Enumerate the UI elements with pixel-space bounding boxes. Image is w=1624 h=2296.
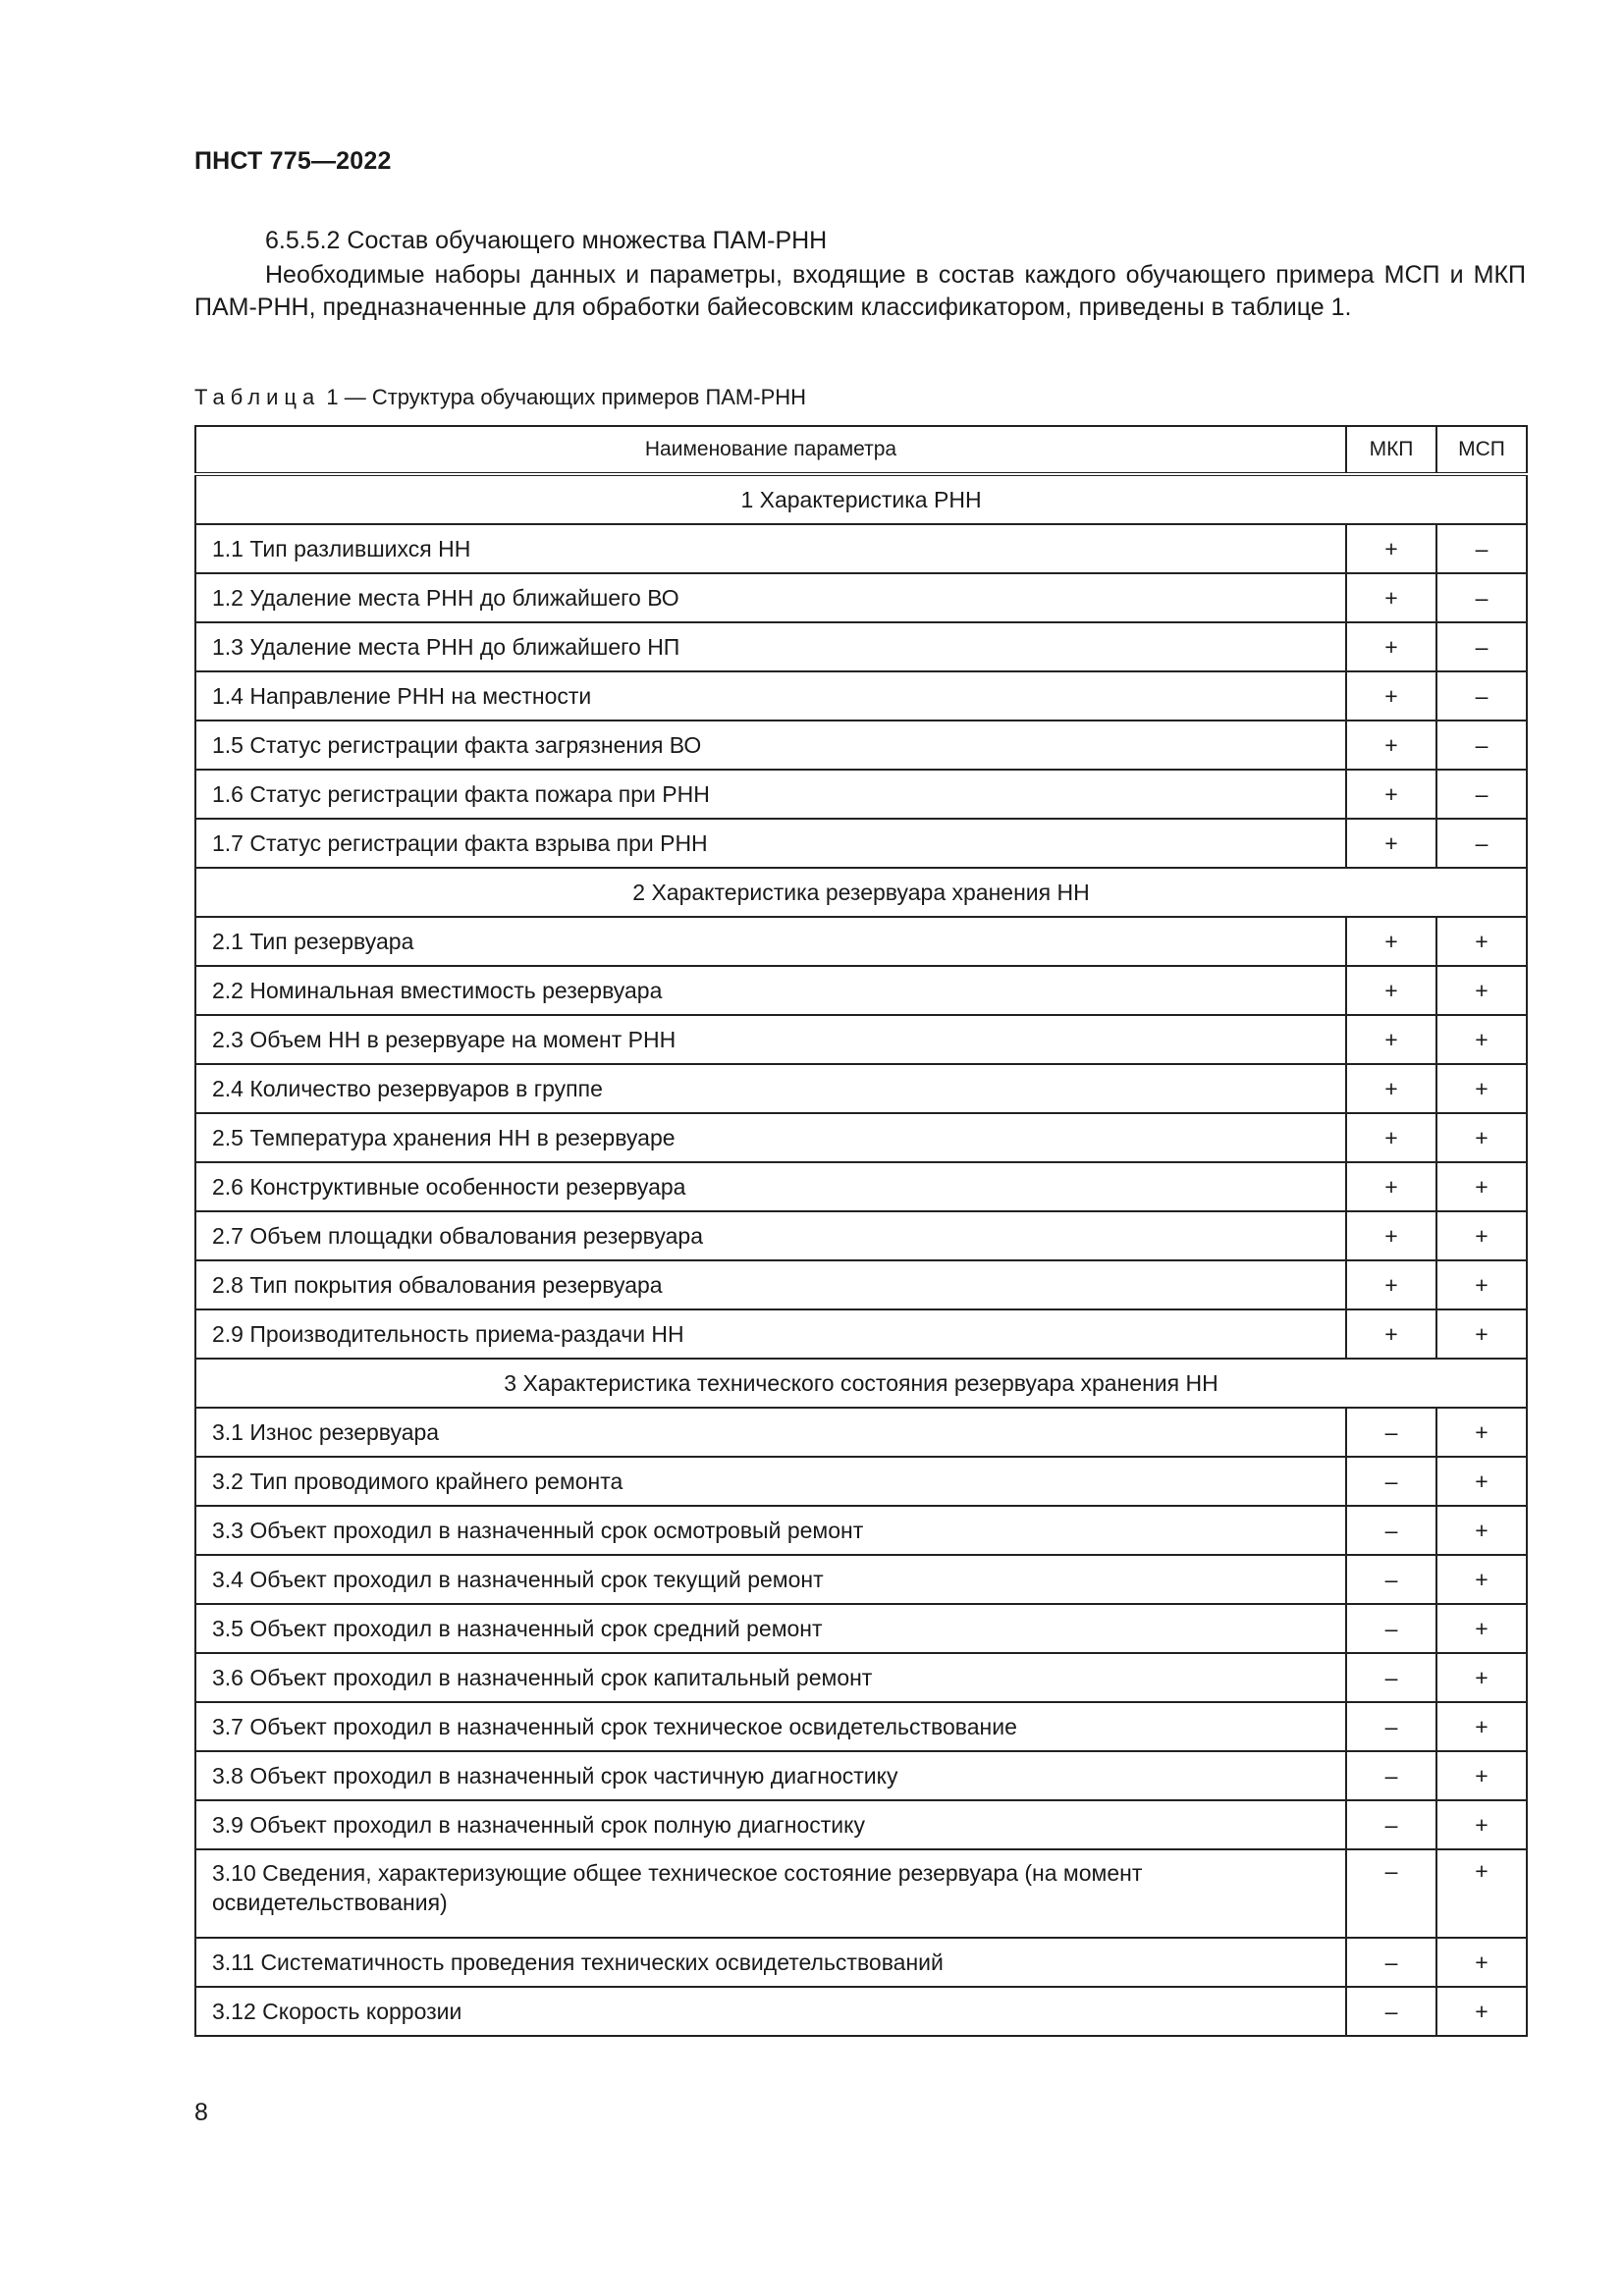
parameter-name: 2.4 Количество резервуаров в группе bbox=[195, 1064, 1346, 1113]
mkp-mark: + bbox=[1346, 1064, 1436, 1113]
parameter-name: 3.12 Скорость коррозии bbox=[195, 1987, 1346, 2036]
parameter-name: 1.2 Удаление места РНН до ближайшего ВО bbox=[195, 573, 1346, 622]
msp-mark: + bbox=[1436, 1987, 1527, 2036]
table-row bbox=[195, 1938, 1527, 1987]
msp-mark: + bbox=[1436, 1309, 1527, 1359]
table-row bbox=[195, 819, 1527, 868]
parameter-name: 3.8 Объект проходил в назначенный срок частичную диагностику bbox=[195, 1751, 1346, 1800]
mkp-mark: + bbox=[1346, 721, 1436, 770]
table-row bbox=[195, 1064, 1527, 1113]
mkp-mark: + bbox=[1346, 1113, 1436, 1162]
table-row bbox=[195, 1604, 1527, 1653]
mkp-mark: + bbox=[1346, 1162, 1436, 1211]
table-row bbox=[195, 1015, 1527, 1064]
table-row bbox=[195, 1653, 1527, 1702]
table-row bbox=[195, 622, 1527, 671]
mkp-mark: – bbox=[1346, 1604, 1436, 1653]
parameter-name: 2.7 Объем площадки обвалования резервуара bbox=[195, 1211, 1346, 1260]
msp-mark: – bbox=[1436, 524, 1527, 573]
table-row bbox=[195, 1113, 1527, 1162]
parameter-name: 1.6 Статус регистрации факта пожара при РНН bbox=[195, 770, 1346, 819]
parameter-name: 3.11 Систематичность проведения технических освидетельствований bbox=[195, 1938, 1346, 1987]
mkp-mark: – bbox=[1346, 1751, 1436, 1800]
mkp-mark: – bbox=[1346, 1457, 1436, 1506]
mkp-mark: + bbox=[1346, 966, 1436, 1015]
table-row bbox=[195, 1849, 1527, 1938]
msp-mark: + bbox=[1436, 1408, 1527, 1457]
table-caption bbox=[194, 385, 806, 410]
mkp-mark: – bbox=[1346, 1408, 1436, 1457]
mkp-mark: – bbox=[1346, 1938, 1436, 1987]
column-header-name: Наименование параметра bbox=[195, 426, 1346, 474]
table-row bbox=[195, 671, 1527, 721]
parameter-name: 1.4 Направление РНН на местности bbox=[195, 671, 1346, 721]
parameter-name: 1.5 Статус регистрации факта загрязнения ВО bbox=[195, 721, 1346, 770]
parameters-table bbox=[194, 425, 1528, 2037]
table-group-row bbox=[195, 474, 1527, 524]
table-row bbox=[195, 1457, 1527, 1506]
mkp-mark: – bbox=[1346, 1800, 1436, 1849]
mkp-mark: + bbox=[1346, 524, 1436, 573]
mkp-mark: – bbox=[1346, 1849, 1436, 1938]
msp-mark: – bbox=[1436, 573, 1527, 622]
mkp-mark: – bbox=[1346, 1987, 1436, 2036]
msp-mark: + bbox=[1436, 1015, 1527, 1064]
parameter-name: 2.2 Номинальная вместимость резервуара bbox=[195, 966, 1346, 1015]
mkp-mark: + bbox=[1346, 1309, 1436, 1359]
msp-mark: – bbox=[1436, 671, 1527, 721]
table-row bbox=[195, 1751, 1527, 1800]
parameter-name: 3.1 Износ резервуара bbox=[195, 1408, 1346, 1457]
table-body bbox=[195, 474, 1527, 2036]
group-title: 3 Характеристика технического состояния резервуара хранения НН bbox=[195, 1359, 1527, 1408]
parameter-name: 1.7 Статус регистрации факта взрыва при РНН bbox=[195, 819, 1346, 868]
table-row bbox=[195, 1408, 1527, 1457]
msp-mark: – bbox=[1436, 819, 1527, 868]
mkp-mark: – bbox=[1346, 1702, 1436, 1751]
parameter-name: 2.9 Производительность приема-раздачи НН bbox=[195, 1309, 1346, 1359]
mkp-mark: – bbox=[1346, 1555, 1436, 1604]
mkp-mark: + bbox=[1346, 1015, 1436, 1064]
column-header-msp: МСП bbox=[1436, 426, 1527, 474]
table-row bbox=[195, 1800, 1527, 1849]
table-row bbox=[195, 1309, 1527, 1359]
table-row bbox=[195, 770, 1527, 819]
parameter-name: 2.3 Объем НН в резервуаре на момент РНН bbox=[195, 1015, 1346, 1064]
mkp-mark: + bbox=[1346, 917, 1436, 966]
parameter-name: 2.6 Конструктивные особенности резервуара bbox=[195, 1162, 1346, 1211]
msp-mark: + bbox=[1436, 1604, 1527, 1653]
group-title: 1 Характеристика РНН bbox=[195, 474, 1527, 524]
page-number: 8 bbox=[194, 2099, 208, 2126]
table-row bbox=[195, 1555, 1527, 1604]
msp-mark: + bbox=[1436, 1113, 1527, 1162]
parameter-name: 3.6 Объект проходил в назначенный срок капитальный ремонт bbox=[195, 1653, 1346, 1702]
msp-mark: – bbox=[1436, 622, 1527, 671]
table-row bbox=[195, 917, 1527, 966]
msp-mark: + bbox=[1436, 1849, 1527, 1938]
parameter-name: 3.4 Объект проходил в назначенный срок текущий ремонт bbox=[195, 1555, 1346, 1604]
table-row bbox=[195, 1260, 1527, 1309]
mkp-mark: – bbox=[1346, 1653, 1436, 1702]
parameter-name: 2.1 Тип резервуара bbox=[195, 917, 1346, 966]
msp-mark: + bbox=[1436, 1938, 1527, 1987]
parameter-name: 3.5 Объект проходил в назначенный срок средний ремонт bbox=[195, 1604, 1346, 1653]
mkp-mark: + bbox=[1346, 671, 1436, 721]
table-row bbox=[195, 721, 1527, 770]
parameter-name: 1.3 Удаление места РНН до ближайшего НП bbox=[195, 622, 1346, 671]
mkp-mark: + bbox=[1346, 1211, 1436, 1260]
msp-mark: + bbox=[1436, 1800, 1527, 1849]
table-row bbox=[195, 1211, 1527, 1260]
parameter-name: 3.2 Тип проводимого крайнего ремонта bbox=[195, 1457, 1346, 1506]
column-header-mkp: МКП bbox=[1346, 426, 1436, 474]
table-row bbox=[195, 966, 1527, 1015]
mkp-mark: – bbox=[1346, 1506, 1436, 1555]
mkp-mark: + bbox=[1346, 819, 1436, 868]
section-heading: 6.5.5.2 Состав обучающего множества ПАМ-РНН bbox=[265, 227, 828, 254]
standard-id-header: ПНСТ 775—2022 bbox=[194, 147, 392, 175]
table-row bbox=[195, 1702, 1527, 1751]
mkp-mark: + bbox=[1346, 622, 1436, 671]
table-row bbox=[195, 1987, 1527, 2036]
body-paragraph: Необходимые наборы данных и параметры, входящие в состав каждого обучающего примера МСП и МКП ПАМ-РНН, предназначенные для обработки байесовским классификатором, приведены в таблице 1. bbox=[194, 261, 1526, 321]
parameter-name: 1.1 Тип разлившихся НН bbox=[195, 524, 1346, 573]
table-caption-title: 1 — Структура обучающих примеров ПАМ-РНН bbox=[320, 385, 807, 409]
table-group-row bbox=[195, 868, 1527, 917]
table-row bbox=[195, 573, 1527, 622]
table-header-row bbox=[195, 426, 1527, 474]
msp-mark: + bbox=[1436, 1751, 1527, 1800]
parameter-name: 3.7 Объект проходил в назначенный срок техническое освидетельствование bbox=[195, 1702, 1346, 1751]
table-caption-word: Таблица bbox=[194, 385, 321, 409]
parameter-name: 2.8 Тип покрытия обвалования резервуара bbox=[195, 1260, 1346, 1309]
msp-mark: + bbox=[1436, 1702, 1527, 1751]
mkp-mark: + bbox=[1346, 573, 1436, 622]
msp-mark: + bbox=[1436, 917, 1527, 966]
msp-mark: + bbox=[1436, 1162, 1527, 1211]
mkp-mark: + bbox=[1346, 1260, 1436, 1309]
msp-mark: + bbox=[1436, 1653, 1527, 1702]
group-title: 2 Характеристика резервуара хранения НН bbox=[195, 868, 1527, 917]
msp-mark: + bbox=[1436, 1260, 1527, 1309]
msp-mark: + bbox=[1436, 966, 1527, 1015]
table-row bbox=[195, 524, 1527, 573]
parameter-name: 2.5 Температура хранения НН в резервуаре bbox=[195, 1113, 1346, 1162]
table-group-row bbox=[195, 1359, 1527, 1408]
msp-mark: + bbox=[1436, 1457, 1527, 1506]
parameter-name: 3.9 Объект проходил в назначенный срок полную диагностику bbox=[195, 1800, 1346, 1849]
msp-mark: + bbox=[1436, 1211, 1527, 1260]
parameter-name: 3.3 Объект проходил в назначенный срок осмотровый ремонт bbox=[195, 1506, 1346, 1555]
msp-mark: – bbox=[1436, 721, 1527, 770]
msp-mark: + bbox=[1436, 1064, 1527, 1113]
table-row bbox=[195, 1162, 1527, 1211]
table-row bbox=[195, 1506, 1527, 1555]
msp-mark: + bbox=[1436, 1555, 1527, 1604]
parameter-name: 3.10 Сведения, характеризующие общее техническое состояние резервуара (на момент освидетельствования) bbox=[195, 1849, 1346, 1938]
msp-mark: – bbox=[1436, 770, 1527, 819]
msp-mark: + bbox=[1436, 1506, 1527, 1555]
mkp-mark: + bbox=[1346, 770, 1436, 819]
